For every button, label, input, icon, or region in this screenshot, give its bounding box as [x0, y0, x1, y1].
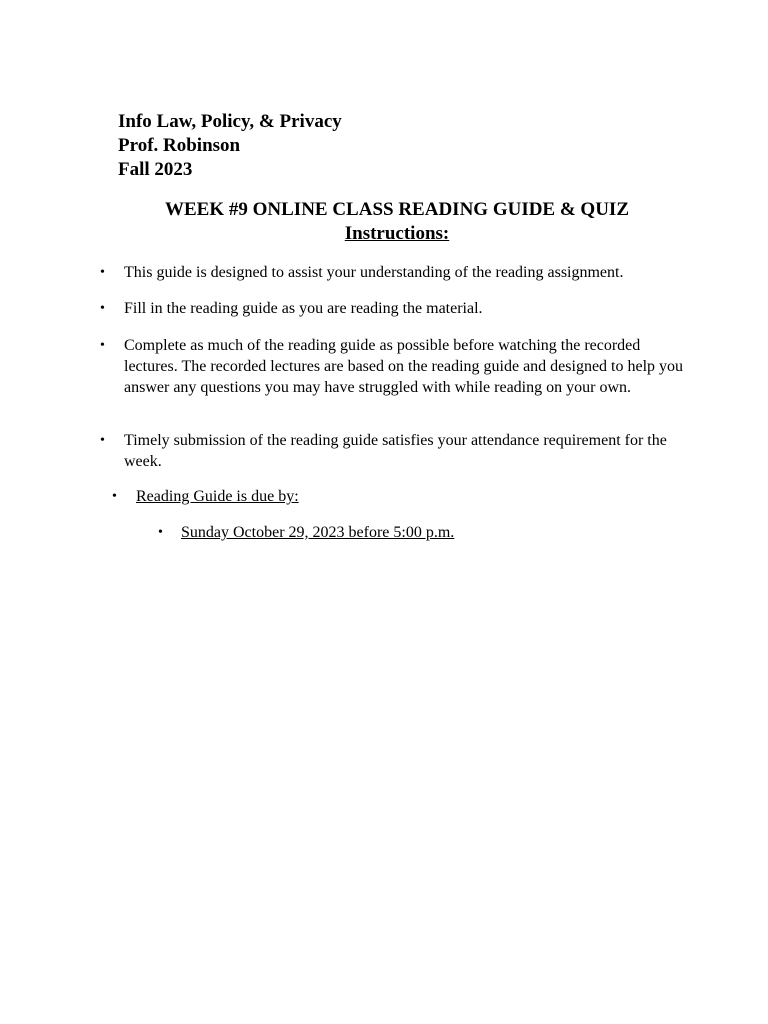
bullet-icon: • — [100, 433, 105, 448]
due-date: Sunday October 29, 2023 before 5:00 p.m. — [181, 524, 455, 541]
instruction-text: This guide is designed to assist your understanding of the reading assignment. — [124, 264, 624, 281]
bullet-icon: • — [112, 489, 117, 504]
instruction-text: Timely submission of the reading guide satisfies your attendance requirement for the week. — [124, 432, 667, 470]
bullet-icon: • — [100, 338, 105, 353]
page-title: WEEK #9 ONLINE CLASS READING GUIDE & QUIZ — [165, 199, 629, 220]
bullet-icon: • — [100, 265, 105, 280]
course-name: Info Law, Policy, & Privacy — [118, 111, 342, 132]
document-header — [118, 110, 342, 182]
bullet-icon: • — [100, 301, 105, 316]
instruction-text: Complete as much of the reading guide as possible before watching the recorded lectures. The recorded lectures are based on the reading guide and designed to help you answer any questions you may have struggled with while reading on your own. — [124, 337, 684, 396]
due-label: Reading Guide is due by: — [136, 488, 299, 505]
bullet-icon: • — [158, 525, 163, 540]
instruction-text: Fill in the reading guide as you are reading the material. — [124, 300, 483, 317]
instructions-heading: Instructions: — [344, 223, 450, 244]
term: Fall 2023 — [118, 159, 193, 180]
professor-name: Prof. Robinson — [118, 135, 241, 156]
